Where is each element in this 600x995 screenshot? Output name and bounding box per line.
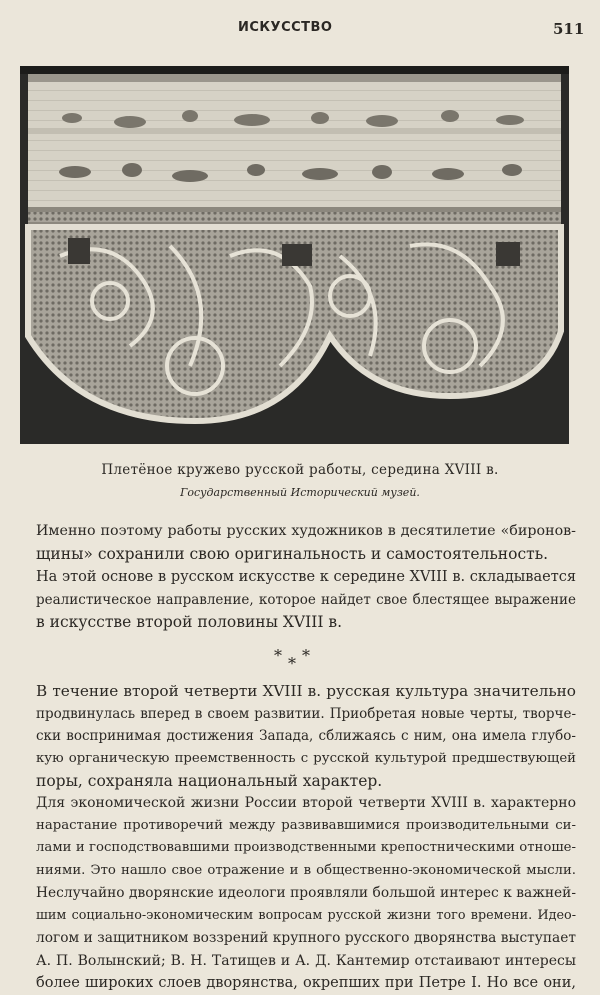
text-line: ски воспринимая достижения Запада, сближаясь с ним, она имела глубо- bbox=[36, 728, 576, 744]
running-title: ИСКУССТВО bbox=[238, 20, 333, 35]
paragraph-4 bbox=[36, 792, 576, 995]
text-line: Именно поэтому работы русских художников в десятилетие «биронов- bbox=[36, 523, 576, 539]
text-line: в искусстве второй половины XVIII в. bbox=[36, 613, 343, 631]
text-line: В течение второй четверти XVIII в. русская культура значительно bbox=[36, 682, 576, 700]
text-line: логом и защитником воззрений крупного русского дворянства выступает bbox=[36, 930, 576, 946]
lace-illustration bbox=[20, 66, 569, 444]
text-line: щины» сохранили свою оригинальность и самостоятельность. bbox=[36, 544, 549, 563]
text-line: лами и господствовавшими производственными крепостническими отноше- bbox=[36, 840, 576, 855]
text-line: более широких слоев дворянства, окрепших при Петре I. Но все они, bbox=[36, 975, 576, 991]
text-line: поры, сохраняла национальный характер. bbox=[36, 772, 383, 790]
text-line: ниями. Это нашло свое отражение и в общественно-экономической мысли. bbox=[36, 862, 576, 878]
text-line: Для экономической жизни России второй четверти XVIII в. характерно bbox=[36, 795, 576, 811]
figure-source: Государственный Исторический музей. bbox=[180, 486, 420, 499]
text-line: реалистическое направление, которое найдет свое блестящее выражение bbox=[36, 591, 576, 608]
paragraph-2 bbox=[36, 566, 576, 634]
lace-photograph bbox=[20, 66, 569, 444]
section-separator bbox=[270, 646, 330, 673]
text-line: кую органическую преемственность с русской культурой предшествующей bbox=[36, 750, 576, 766]
figure-caption: Плетёное кружево русской работы, середина XVIII в. bbox=[101, 462, 499, 478]
asterisk: * bbox=[288, 654, 296, 673]
text-line: Неслучайно дворянские идеологи проявляли большой интерес к важней- bbox=[36, 885, 576, 901]
asterisk: * bbox=[274, 646, 282, 665]
paragraph-3 bbox=[36, 680, 576, 793]
page-number: 511 bbox=[553, 20, 585, 38]
text-line: На этой основе в русском искусстве к середине XVIII в. складывается bbox=[36, 569, 576, 585]
page-header bbox=[0, 14, 600, 44]
text-line: нарастание противоречий между развивавшимися производительными си- bbox=[36, 817, 576, 833]
text-line: шим социально-экономическим вопросам русской жизни того времени. Идео- bbox=[36, 907, 576, 923]
paragraph-1 bbox=[36, 520, 576, 565]
text-line: продвинулась вперед в своем развитии. Приобретая новые черты, творче- bbox=[36, 705, 576, 722]
text-line: А. П. Волынский; В. Н. Татищев и А. Д. Кантемир отстаивают интересы bbox=[36, 952, 576, 969]
asterisk: * bbox=[302, 646, 310, 665]
